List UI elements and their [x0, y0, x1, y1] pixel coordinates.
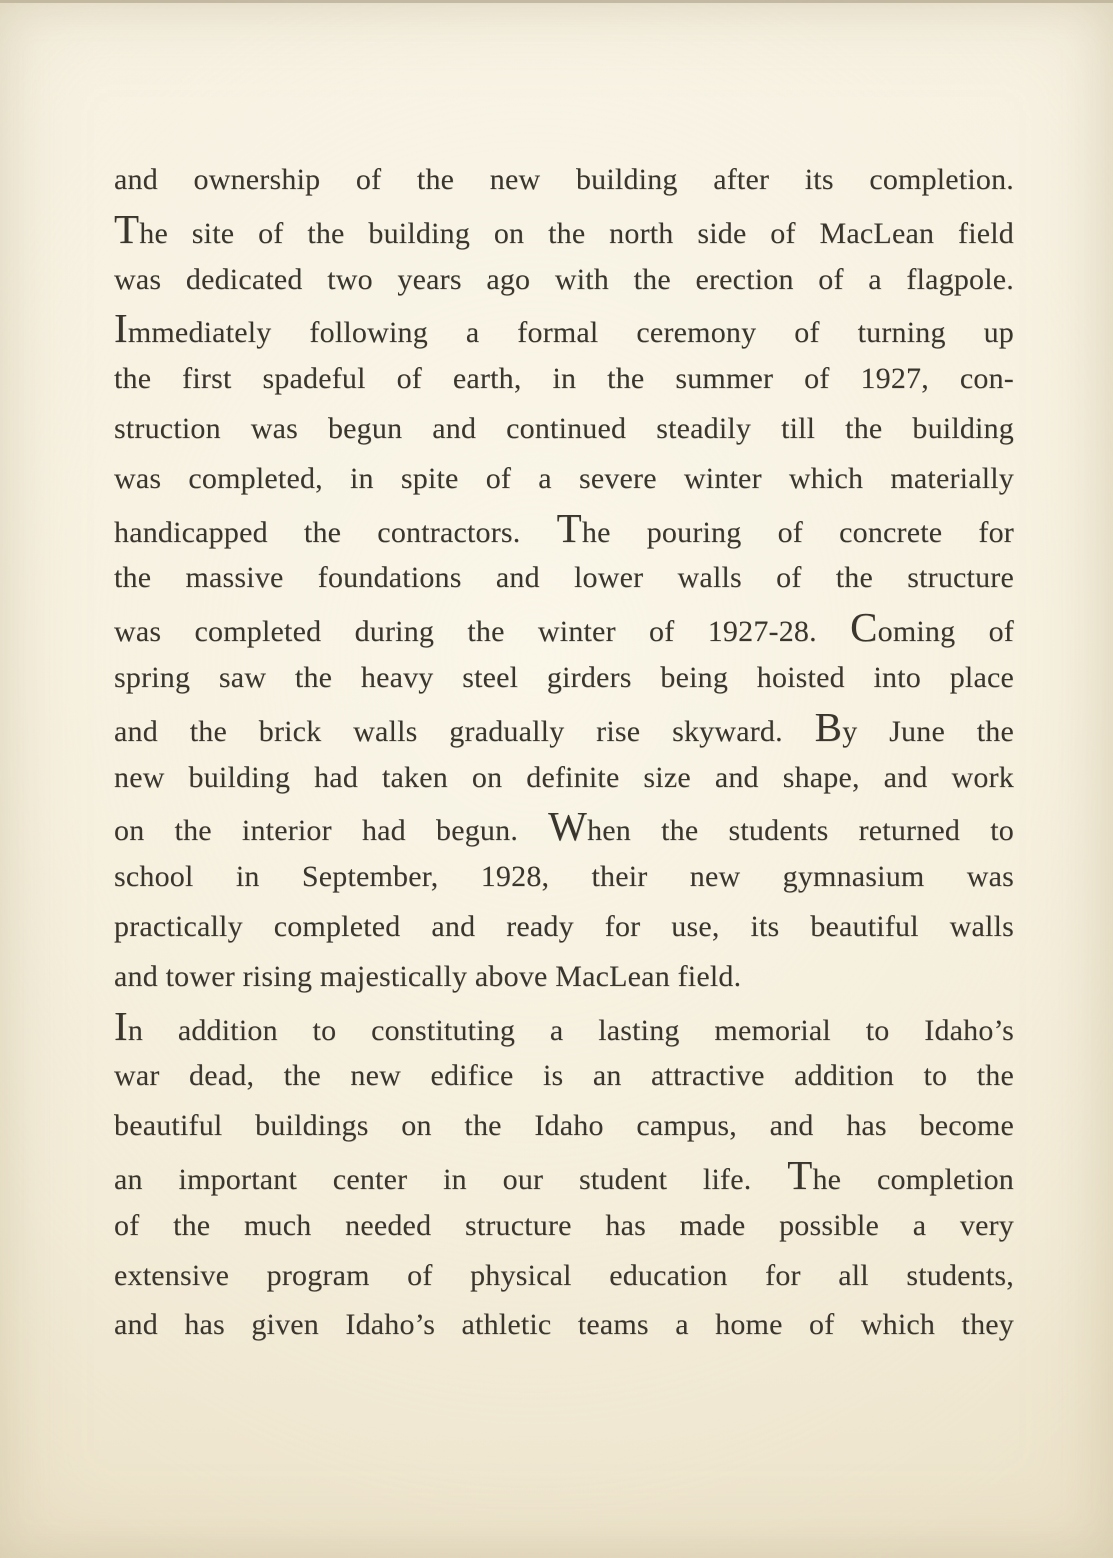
text-line [114, 304, 1014, 354]
text-segment: on the interior had begun. [114, 814, 549, 848]
initial-capital: T [556, 504, 582, 551]
text-line [114, 952, 1014, 1002]
text-line [114, 802, 1014, 852]
text-line [114, 852, 1014, 902]
text-line [114, 255, 1014, 305]
text-line [114, 902, 1014, 952]
text-line [114, 404, 1014, 454]
initial-capital: T [114, 205, 140, 252]
text-line [114, 703, 1014, 753]
text-line [114, 155, 1014, 205]
text-segment: and tower rising majestically above MacLean field. [114, 959, 742, 993]
text-line [114, 553, 1014, 603]
text-segment: was completed, in spite of a severe winter which materially [114, 461, 1014, 495]
initial-capital: I [114, 305, 128, 352]
text-segment: hen the students returned to [587, 814, 1015, 848]
initial-capital: B [814, 703, 843, 750]
text-segment: and has given Idaho’s athletic teams a home of which they [114, 1308, 1014, 1342]
text-line [114, 1251, 1014, 1301]
text-segment: spring saw the heavy steel girders being hoisted into place [114, 660, 1014, 694]
text-line [114, 1201, 1014, 1251]
text-segment: oming of [877, 615, 1014, 649]
text-line [114, 1300, 1014, 1350]
initial-capital: W [548, 803, 588, 850]
initial-capital: T [787, 1151, 813, 1198]
text-segment: struction was begun and continued steadily till the building [114, 411, 1014, 445]
initial-capital: C [850, 604, 878, 651]
text-segment: mmediately following a formal ceremony of turning up [127, 316, 1014, 350]
text-segment: the first spadeful of earth, in the summer of 1927, con- [114, 362, 1014, 396]
text-segment: he completion [812, 1162, 1014, 1196]
text-segment: y June the [842, 714, 1015, 748]
text-line [114, 603, 1014, 653]
text-line [114, 753, 1014, 803]
text-segment: and ownership of the new building after its completion. [114, 163, 1014, 196]
text-segment: of the much needed structure has made possible a very [114, 1208, 1014, 1242]
text-line [114, 1051, 1014, 1101]
text-segment: handicapped the contractors. [114, 515, 557, 549]
text-line [114, 354, 1014, 404]
text-line [114, 504, 1014, 554]
text-segment: n addition to constituting a lasting memorial to Idaho’s [127, 1013, 1014, 1047]
text-line [114, 1002, 1014, 1052]
text-line [114, 1151, 1014, 1201]
text-segment: and the brick walls gradually rise skyward. [114, 714, 815, 748]
text-segment: extensive program of physical education for all students, [114, 1258, 1014, 1292]
text-segment: war dead, the new edifice is an attractive addition to the [114, 1059, 1014, 1093]
initial-capital: I [114, 1002, 128, 1049]
text-line [114, 205, 1014, 255]
text-segment: he pouring of concrete for [581, 515, 1014, 549]
text-segment: the massive foundations and lower walls of the structure [114, 561, 1014, 595]
text-segment: school in September, 1928, their new gymnasium was [114, 860, 1014, 894]
text-line [114, 454, 1014, 504]
text-segment: was completed during the winter of 1927-28. [114, 615, 851, 649]
text-segment: beautiful buildings on the Idaho campus, and has become [114, 1109, 1014, 1143]
text-segment: an important center in our student life. [114, 1162, 788, 1196]
text-segment: practically completed and ready for use, its beautiful walls [114, 909, 1014, 943]
text-line [114, 1101, 1014, 1151]
text-segment: he site of the building on the north side of MacLean field [139, 216, 1014, 250]
text-segment: was dedicated two years ago with the erection of a flagpole. [114, 262, 1014, 296]
page-text-block [114, 155, 1014, 1350]
text-segment: new building had taken on definite size and shape, and work [114, 760, 1014, 794]
text-line [114, 653, 1014, 703]
